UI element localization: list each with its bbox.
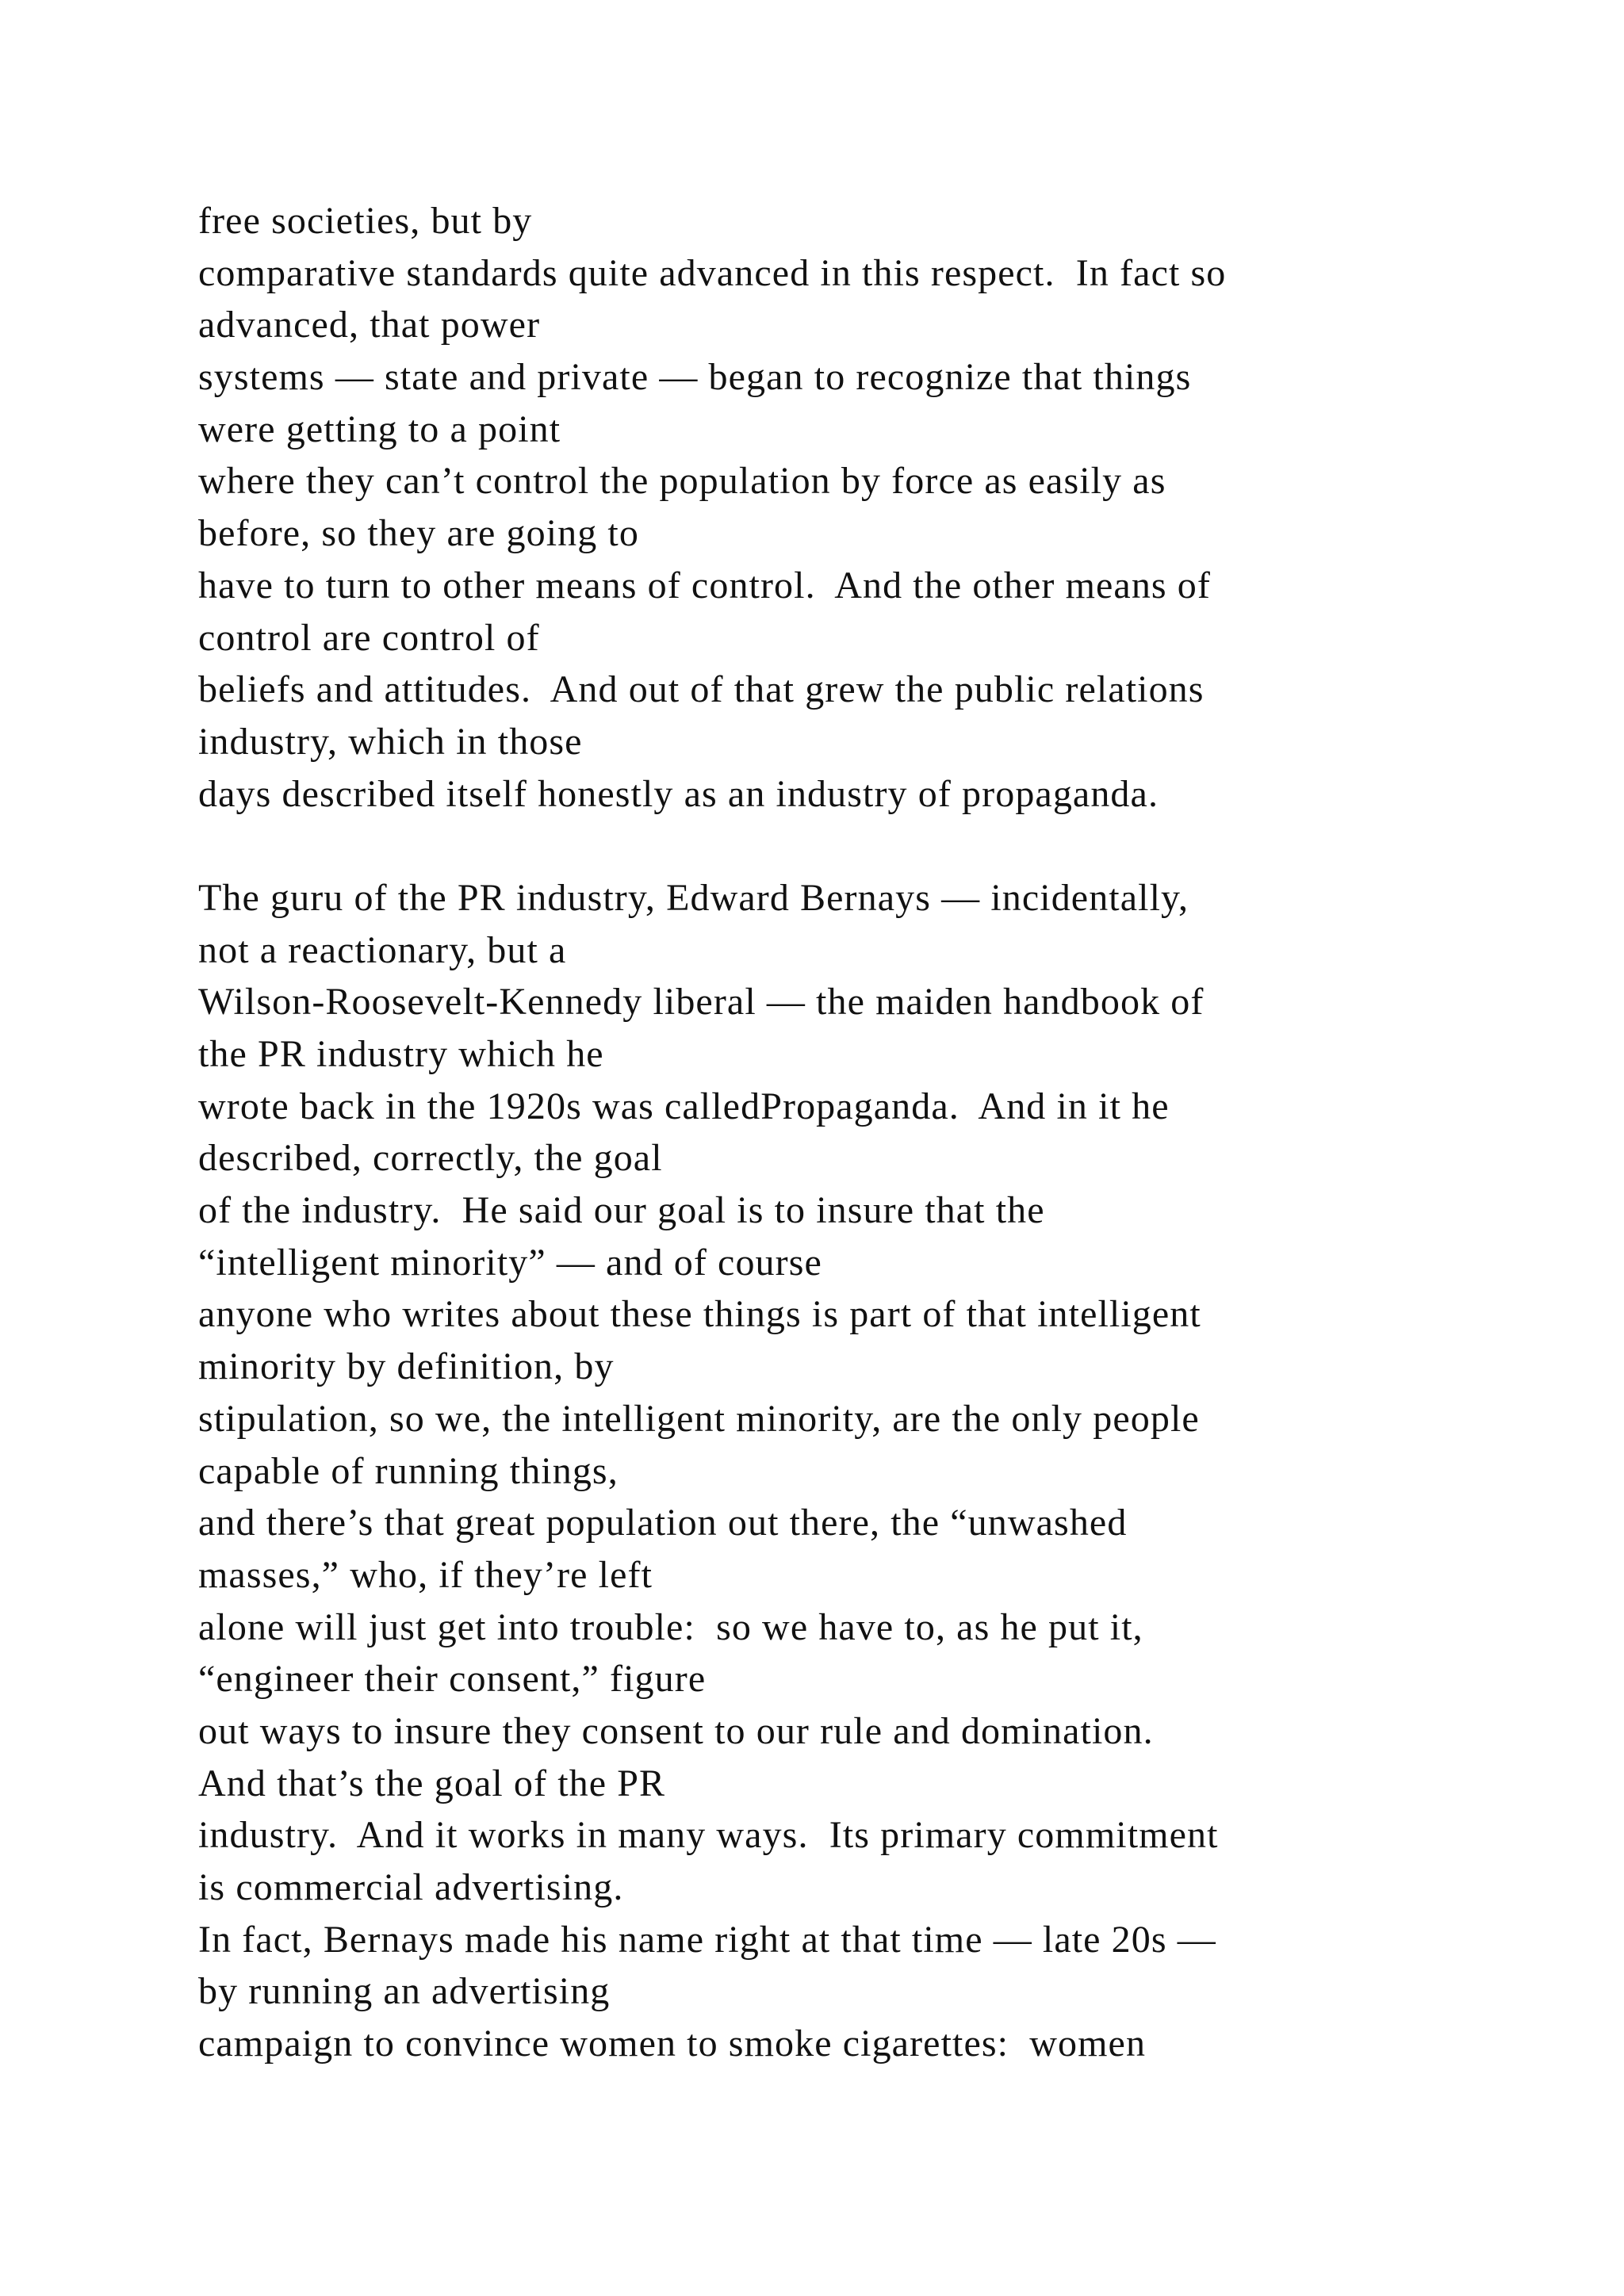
text-line: campaign to convince women to smoke cigarettes: women <box>198 2022 1147 2065</box>
text-line: stipulation, so we, the intelligent minority, are the only people <box>198 1397 1200 1440</box>
text-line: And that’s the goal of the PR <box>198 1762 666 1804</box>
text-line: alone will just get into trouble: so we have to, as he put it, <box>198 1605 1143 1648</box>
text-line: the PR industry which he <box>198 1033 604 1075</box>
text-line: advanced, that power <box>198 304 541 346</box>
text-line: capable of running things, <box>198 1449 619 1492</box>
text-line: control are control of <box>198 616 540 659</box>
text-line: before, so they are going to <box>198 512 639 555</box>
text-line: beliefs and attitudes. And out of that grew the public relations <box>198 668 1205 711</box>
paragraph-break <box>198 820 1546 872</box>
text-line: masses,” who, if they’re left <box>198 1553 653 1596</box>
text-line: and there’s that great population out there, the “unwashed <box>198 1502 1128 1544</box>
text-line: In fact, Bernays made his name right at that time — late 20s — <box>198 1918 1216 1961</box>
text-line: Wilson-Roosevelt-Kennedy liberal — the maiden handbook of <box>198 981 1205 1024</box>
text-line: where they can’t control the population by force as easily as <box>198 460 1166 503</box>
text-line: The guru of the PR industry, Edward Bernays — incidentally, <box>198 876 1189 919</box>
text-line: minority by definition, by <box>198 1345 615 1388</box>
text-line: industry, which in those <box>198 720 583 763</box>
text-line: anyone who writes about these things is part of that intelligent <box>198 1293 1201 1336</box>
text-line: “engineer their consent,” figure <box>198 1658 707 1701</box>
text-line: is commercial advertising. <box>198 1866 624 1908</box>
text-line: by running an advertising <box>198 1970 611 2013</box>
text-line: not a reactionary, but a <box>198 928 567 971</box>
text-line: free societies, but by <box>198 200 533 242</box>
document-body-text <box>198 195 1546 2070</box>
text-line: systems — state and private — began to recognize that things <box>198 356 1192 399</box>
text-line: days described itself honestly as an industry of propaganda. <box>198 772 1159 815</box>
text-line: were getting to a point <box>198 408 561 450</box>
text-line: of the industry. He said our goal is to insure that the <box>198 1189 1045 1232</box>
text-line: “intelligent minority” — and of course <box>198 1241 822 1284</box>
text-line: have to turn to other means of control. And the other means of <box>198 564 1211 607</box>
text-line: industry. And it works in many ways. Its primary commitment <box>198 1814 1219 1857</box>
text-line: comparative standards quite advanced in this respect. In fact so <box>198 251 1227 294</box>
text-line: wrote back in the 1920s was calledPropaganda. And in it he <box>198 1085 1170 1127</box>
text-line: out ways to insure they consent to our rule and domination. <box>198 1709 1154 1752</box>
text-line: described, correctly, the goal <box>198 1137 663 1180</box>
